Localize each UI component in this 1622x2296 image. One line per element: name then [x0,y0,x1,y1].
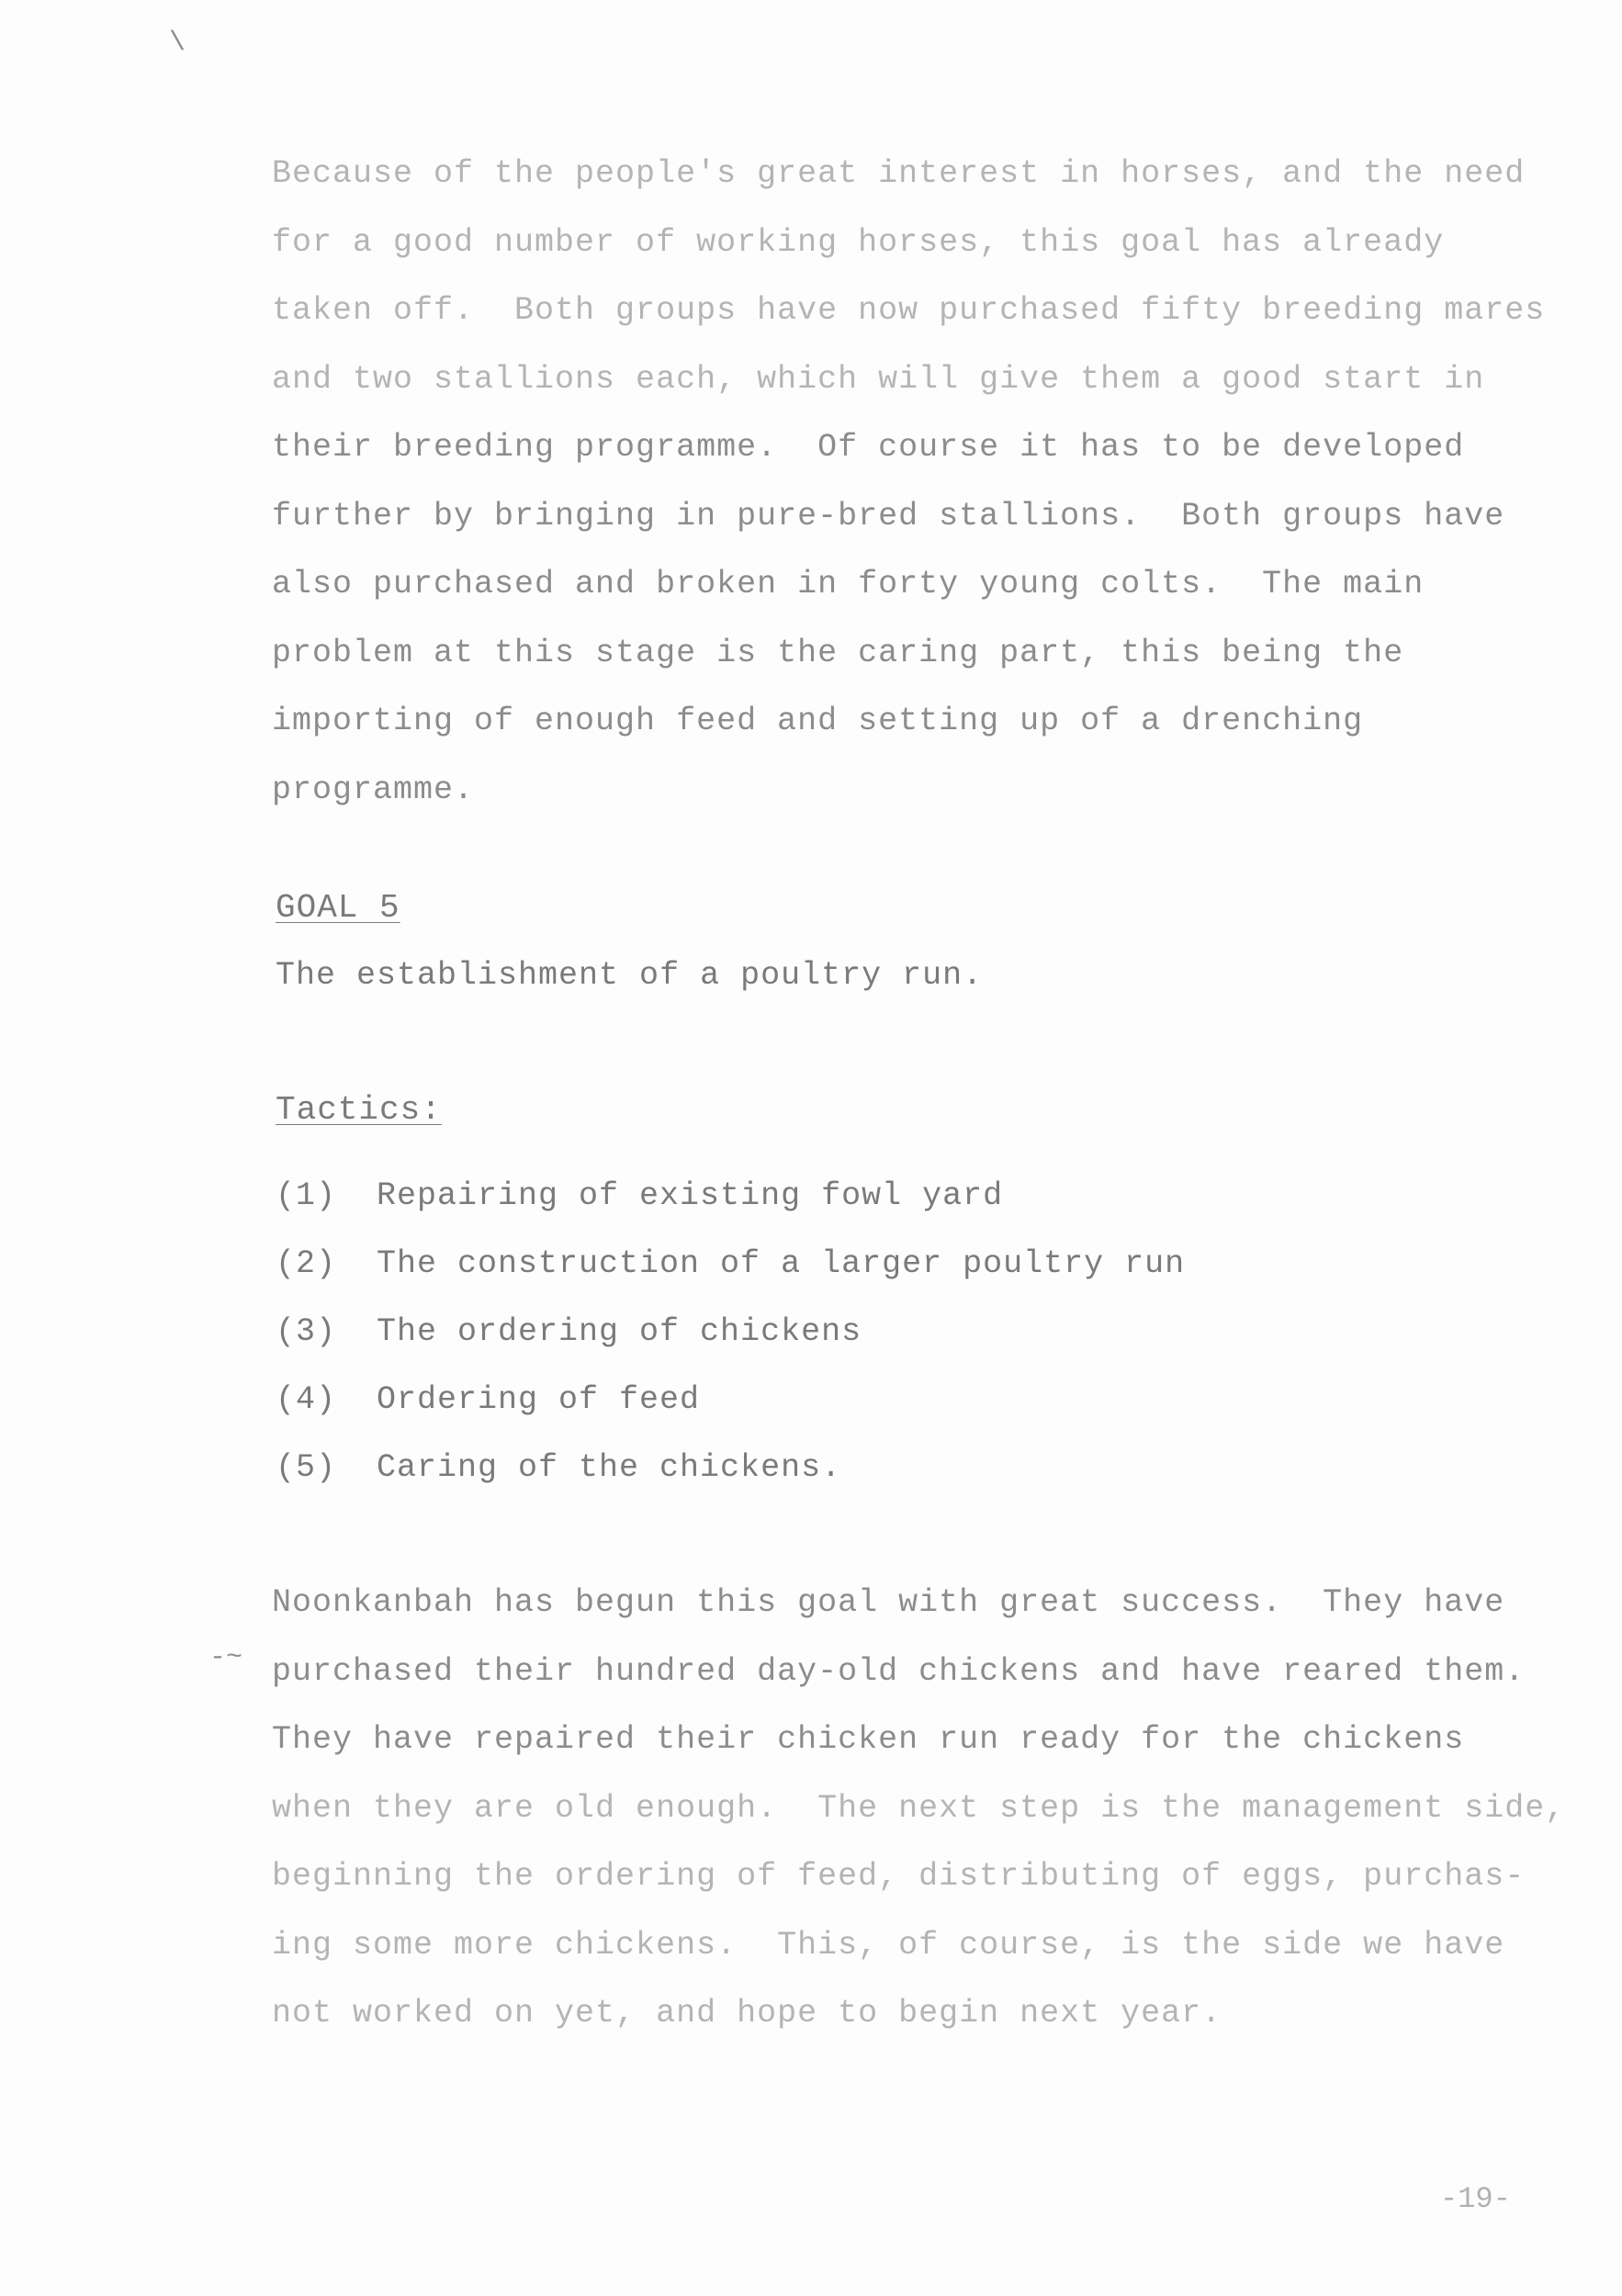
text-line: when they are old enough. The next step is the management side, [272,1789,1566,1827]
paragraph-horses [272,140,1594,824]
text-line: not worked on yet, and hope to begin next year. [272,1995,1222,2032]
text-line: their breeding programme. Of course it has to be developed [272,429,1465,466]
tactic-item [276,1230,1185,1298]
tactics-heading: Tactics: [276,1091,442,1129]
text-line: They have repaired their chicken run ready for the chickens [272,1721,1465,1758]
text-line: for a good number of working horses, this goal has already [272,223,1445,261]
goal-heading: GOAL 5 [276,889,400,927]
text-line: beginning the ordering of feed, distributing of eggs, purchas- [272,1858,1526,1895]
tactic-text: The construction of a larger poultry run [377,1245,1186,1282]
tactic-item [276,1366,1185,1434]
text-line: importing of enough feed and setting up of a drenching [272,703,1364,739]
tactic-number: (1) [276,1177,337,1214]
tactic-text: Caring of the chickens. [377,1449,842,1486]
tactic-number: (4) [276,1381,337,1418]
text-line: purchased their hundred day-old chickens and have reared them. [272,1652,1526,1690]
tactic-text: The ordering of chickens [377,1313,862,1350]
text-line: taken off. Both groups have now purchased fifty breeding mares [272,292,1546,329]
text-line: ing some more chickens. This, of course, is the side we have [272,1926,1505,1964]
text-line: Because of the people's great interest in horses, and the need [272,155,1526,192]
tactics-list [276,1162,1185,1502]
goal-title: The establishment of a poultry run. [276,957,984,994]
paragraph-noonkanbah [272,1569,1594,2048]
text-line: Noonkanbah has begun this goal with great success. They have [272,1584,1505,1621]
text-line: problem at this stage is the caring part, this being the [272,634,1404,671]
text-line: also purchased and broken in forty young colts. The main [272,566,1425,602]
text-line: programme. [272,771,475,808]
tactic-number: (5) [276,1449,337,1486]
tactic-item [276,1162,1185,1230]
text-line: further by bringing in pure-bred stallions. Both groups have [272,497,1505,535]
tactic-item [276,1434,1185,1502]
tactic-number: (2) [276,1245,337,1282]
text-line: and two stallions each, which will give them a good start in [272,360,1485,398]
tactic-number: (3) [276,1313,337,1350]
page-number: -19- [1440,2182,1511,2216]
tactic-text: Repairing of existing fowl yard [377,1177,1004,1214]
tactic-item [276,1298,1185,1366]
margin-mark: -~ [209,1642,243,1673]
tactic-text: Ordering of feed [377,1381,701,1418]
corner-tick-mark: \ [169,28,186,59]
